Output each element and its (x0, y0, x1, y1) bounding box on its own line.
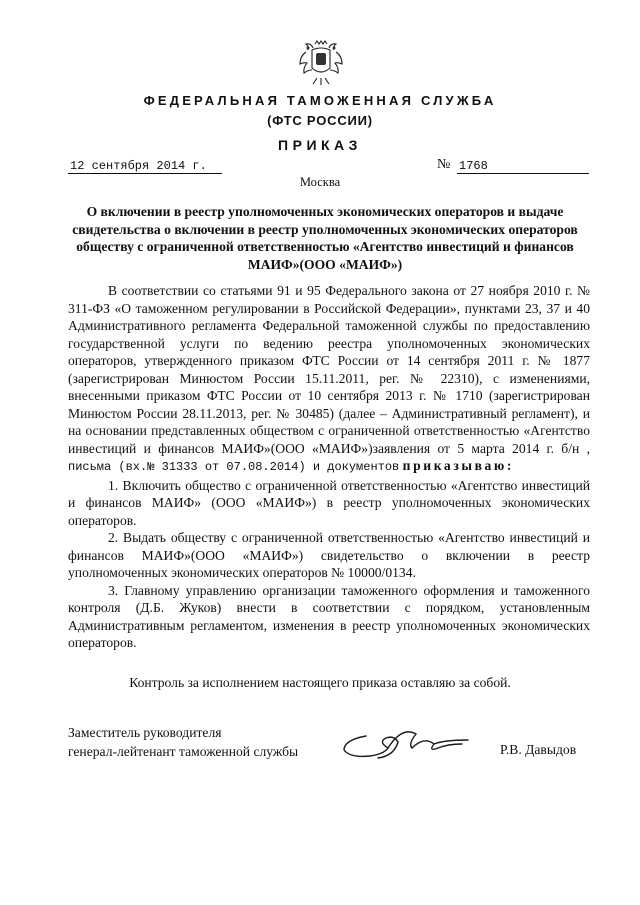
handwritten-signature (338, 718, 478, 768)
order-item: 1. Включить общество с ограниченной ответственностью «Агентство инвестиций и финансов МАИФ» (ООО «МАИФ») в реестр уполномоченных экономических операторов. (68, 477, 590, 528)
signatory-name: Р.В. Давыдов (500, 742, 577, 757)
preamble-paragraph (68, 282, 590, 477)
city: Москва (299, 175, 341, 189)
position-line: генерал-лейтенант таможенной службы (68, 744, 299, 759)
agency-name: ФЕДЕРАЛЬНАЯ ТАМОЖЕННАЯ СЛУЖБА (143, 93, 497, 108)
order-body (68, 282, 590, 652)
order-date: 12 сентября 2014 г. (68, 159, 222, 174)
document-type: ПРИКАЗ (278, 137, 362, 153)
order-item: 2. Выдать обществу с ограниченной ответственностью «Агентство инвестиций и финансов МАИФ»(ООО «МАИФ») свидетельство о включении в реестр уполномоченных экономических операторов № 10000/0134. (68, 530, 590, 580)
order-item: 3. Главному управлению организации таможенного оформления и таможенного контроля (Д.Б. Жуков) внести в соответствии с порядком, установленным Административным регламентом, изменения в реестр уполномоченных экономических операторов. (68, 582, 590, 650)
order-word: приказываю: (402, 458, 515, 473)
number-label: № (437, 157, 451, 172)
double-headed-eagle-icon (298, 38, 344, 86)
signatory-position (68, 723, 298, 761)
agency-short-name: (ФТС РОССИИ) (267, 113, 373, 128)
position-line: Заместитель руководителя (68, 725, 222, 740)
order-title: О включении в реестр уполномоченных экономических операторов и выдаче свидетельства о включении в реестр уполномоченных экономических операторов обществу с ограниченной ответственностью «Агентство инвестиций и финансов МАИФ»(ООО «МАИФ») (72, 204, 578, 272)
preamble-typed-text: письма (вх.№ 31333 от 07.08.2014) и документов (68, 460, 400, 474)
order-number: 1768 (457, 159, 589, 174)
control-clause: Контроль за исполнением настоящего приказа оставляю за собой. (129, 675, 511, 690)
preamble-text: В соответствии со статьями 91 и 95 Федерального закона от 27 ноября 2010 г. № 311-ФЗ «О таможенном регулировании в Российской Федерации», пунктами 23, 37 и 40 Административного регламента Федеральной таможенной службы по предоставлению государственной услуги по ведению реестра уполномоченных экономических операторов, утвержденного приказом ФТС России от 14 сентября 2011 г. № 1877 (зарегистрирован Минюстом России 15.11.2011, рег. № 22310), с изменениями, внесенными приказом ФТС России от 10 сентября 2013 г. № 1710 (зарегистрирован Минюстом России 28.11.2013, рег. № 30485) (далее – Административный регламент), и на основании представленных обществом с ограниченной ответственностью «Агентство инвестиций и финансов МАИФ»(ООО «МАИФ»)заявления от 5 марта 2014 г. б/н , (68, 283, 590, 456)
